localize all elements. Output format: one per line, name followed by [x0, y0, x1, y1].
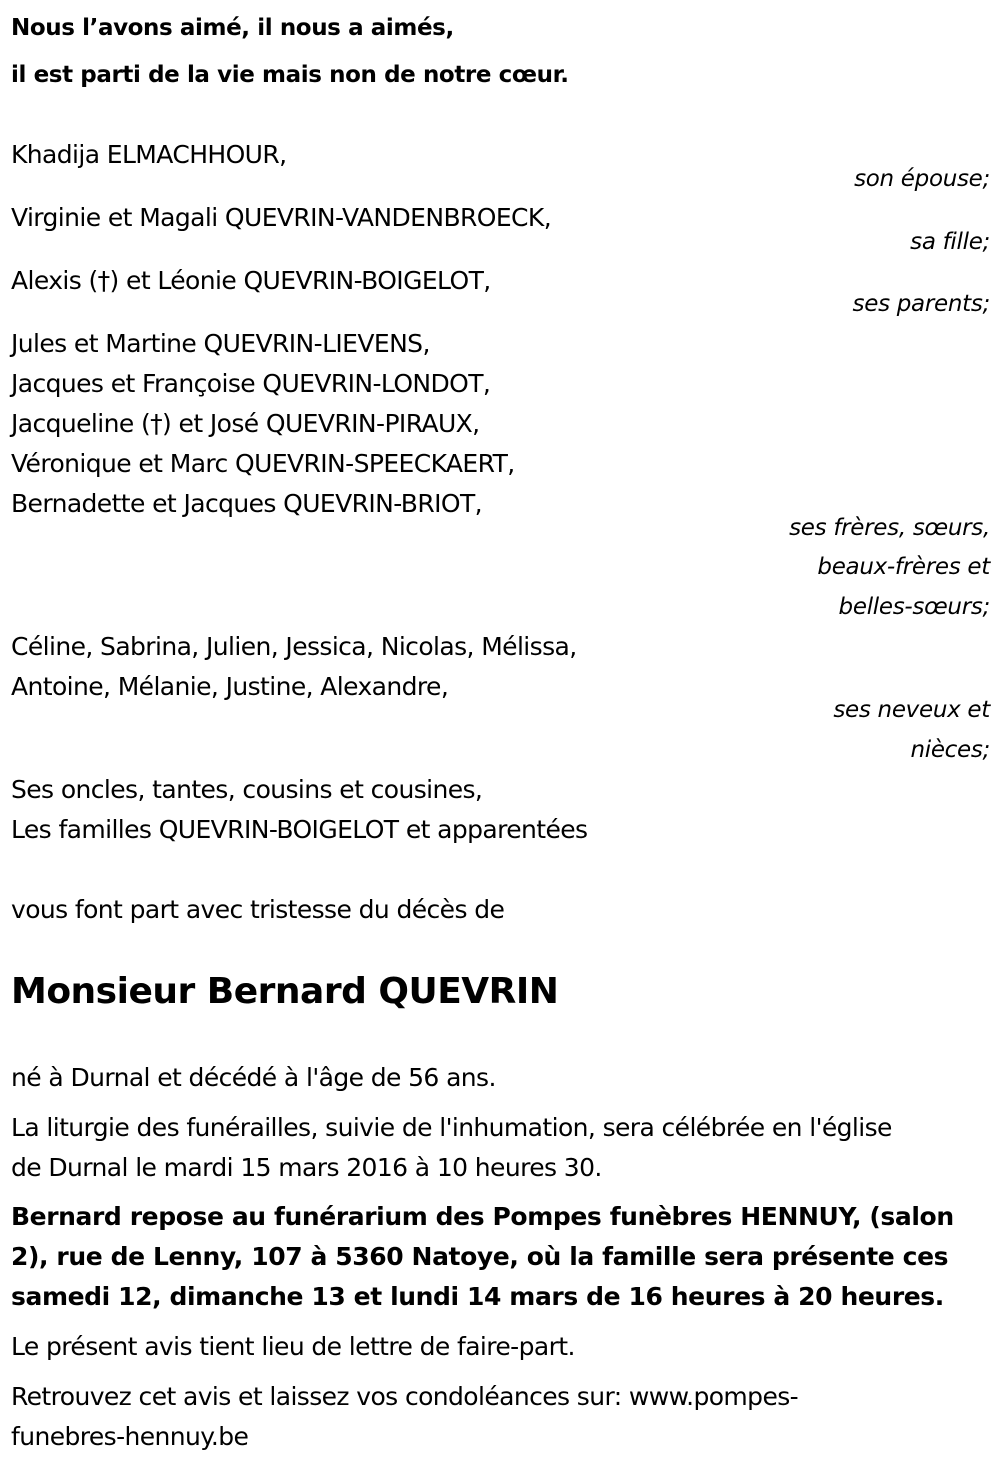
- relation-label: sa fille;: [910, 229, 990, 255]
- birth-death-text: né à Durnal et décédé à l'âge de 56 ans.: [11, 1063, 496, 1092]
- condolences-line: Retrouvez cet avis et laissez vos condoléances sur: www.pompes-: [11, 1382, 799, 1411]
- relation-label: beaux-frères et: [817, 554, 990, 580]
- relation-label: nièces;: [910, 737, 990, 763]
- family-name-line: Céline, Sabrina, Julien, Jessica, Nicolas, Mélissa,: [11, 632, 577, 661]
- family-name-line: Jacqueline (†) et José QUEVRIN-PIRAUX,: [11, 409, 480, 438]
- family-name-line: Virginie et Magali QUEVRIN-VANDENBROECK,: [11, 203, 552, 232]
- family-name-line: Jules et Martine QUEVRIN-LIEVENS,: [11, 329, 430, 358]
- deceased-name: Monsieur Bernard QUEVRIN: [11, 971, 559, 1012]
- visitation-line: 2), rue de Lenny, 107 à 5360 Natoye, où la famille sera présente ces: [11, 1242, 949, 1271]
- epigraph-line-1: Nous l’avons aimé, il nous a aimés,: [11, 15, 454, 41]
- relation-label: son épouse;: [854, 166, 990, 192]
- ceremony-line: La liturgie des funérailles, suivie de l'inhumation, sera célébrée en l'église: [11, 1113, 892, 1142]
- family-name-line: Les familles QUEVRIN-BOIGELOT et apparentées: [11, 815, 588, 844]
- relation-label: ses parents;: [852, 291, 990, 317]
- epigraph-line-2: il est parti de la vie mais non de notre cœur.: [11, 62, 569, 88]
- relation-label: belles-sœurs;: [838, 594, 990, 620]
- condolences-link[interactable]: funebres-hennuy.be: [11, 1422, 249, 1451]
- notice-text: Le présent avis tient lieu de lettre de faire-part.: [11, 1332, 575, 1361]
- relation-label: ses neveux et: [833, 697, 990, 723]
- family-name-line: Khadija ELMACHHOUR,: [11, 140, 287, 169]
- family-name-line: Antoine, Mélanie, Justine, Alexandre,: [11, 672, 449, 701]
- visitation-line: Bernard repose au funérarium des Pompes funèbres HENNUY, (salon: [11, 1202, 954, 1231]
- family-name-line: Ses oncles, tantes, cousins et cousines,: [11, 775, 483, 804]
- family-name-line: Alexis (†) et Léonie QUEVRIN-BOIGELOT,: [11, 266, 491, 295]
- family-name-line: Véronique et Marc QUEVRIN-SPEECKAERT,: [11, 449, 515, 478]
- announcement-text: vous font part avec tristesse du décès de: [11, 895, 505, 924]
- family-name-line: Jacques et Françoise QUEVRIN-LONDOT,: [11, 369, 491, 398]
- family-name-line: Bernadette et Jacques QUEVRIN-BRIOT,: [11, 489, 482, 518]
- relation-label: ses frères, sœurs,: [789, 515, 990, 541]
- ceremony-line: de Durnal le mardi 15 mars 2016 à 10 heures 30.: [11, 1153, 602, 1182]
- visitation-line: samedi 12, dimanche 13 et lundi 14 mars de 16 heures à 20 heures.: [11, 1282, 944, 1311]
